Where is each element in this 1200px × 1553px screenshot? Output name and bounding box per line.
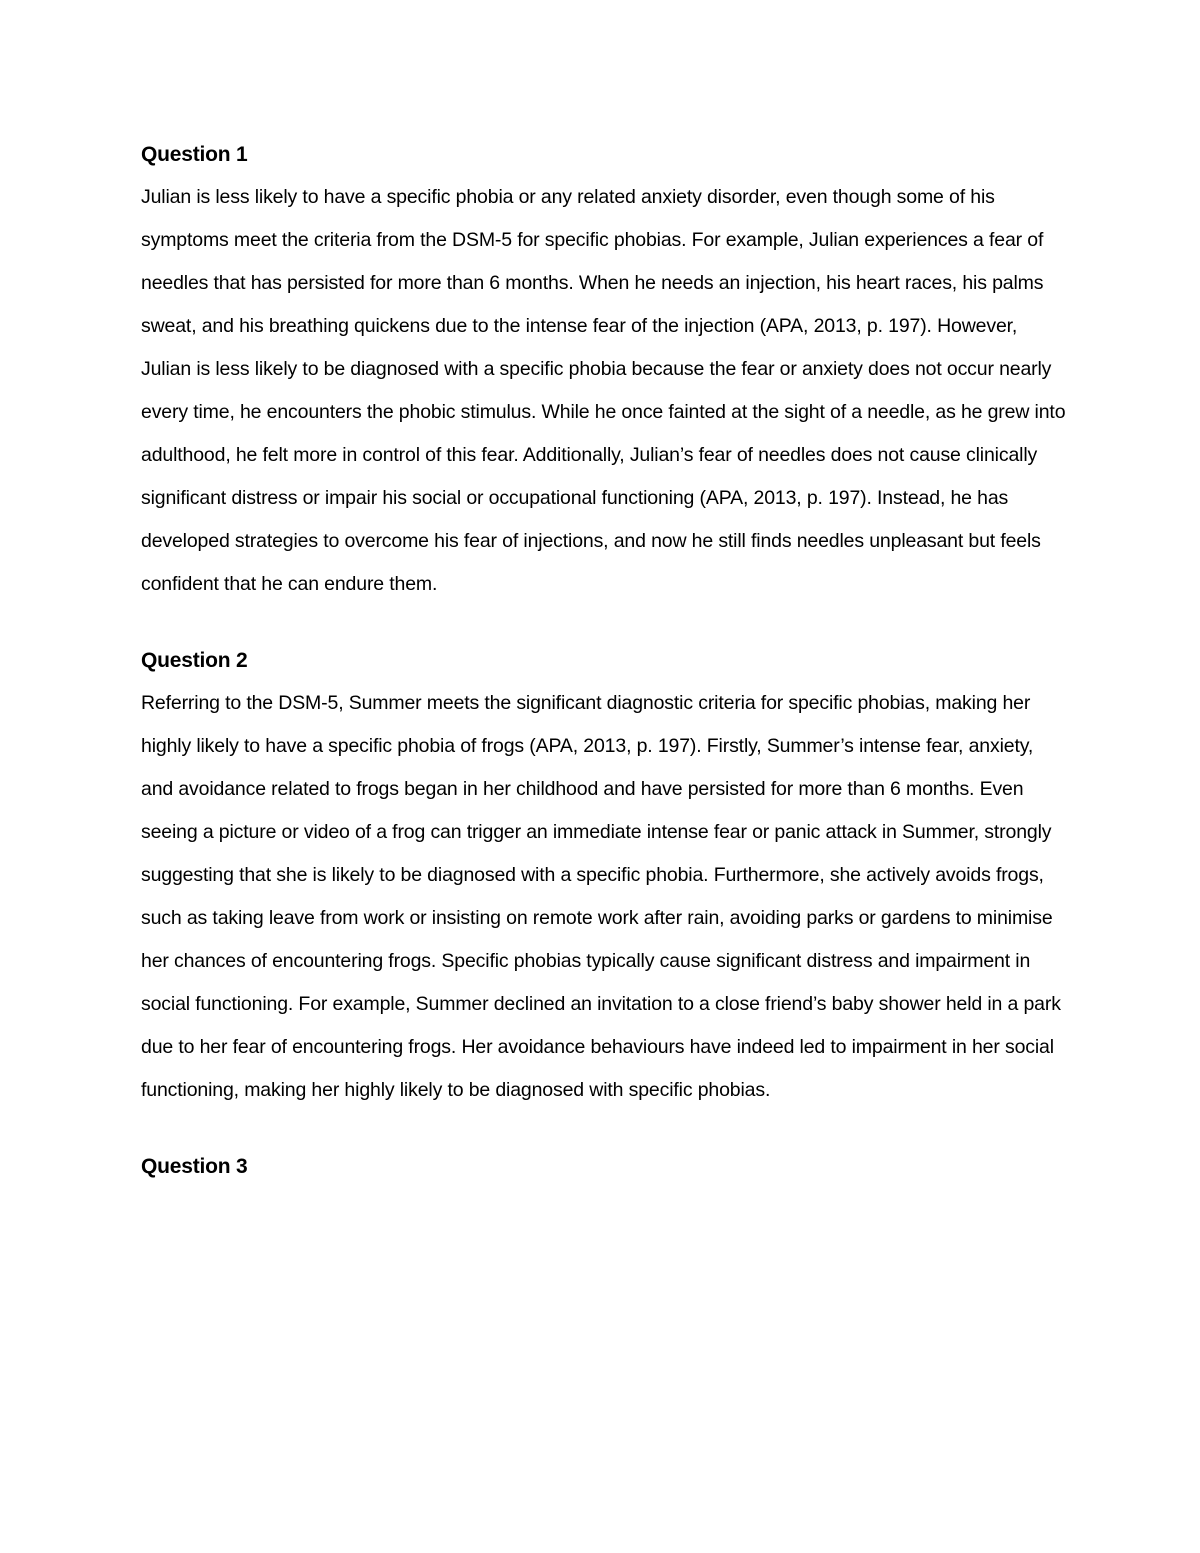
- question-2-section: [141, 646, 1066, 1112]
- question-1-heading: Question 1: [141, 143, 248, 166]
- question-1-answer: Julian is less likely to have a specific phobia or any related anxiety disorder, even though some of his symptoms meet the criteria from the DSM-5 for specific phobias. For example, Julian experiences a fear of needles that has persisted for more than 6 months. When he needs an injection, his heart races, his palms sweat, and his breathing quickens due to the intense fear of the injection (APA, 2013, p. 197). However, Julian is less likely to be diagnosed with a specific phobia because the fear or anxiety does not occur nearly every time, he encounters the phobic stimulus. While he once fainted at the sight of a needle, as he grew into adulthood, he felt more in control of this fear. Additionally, Julian’s fear of needles does not cause clinically significant distress or impair his social or occupational functioning (APA, 2013, p. 197). Instead, he has developed strategies to overcome his fear of injections, and now he still finds needles unpleasant but feels confident that he can endure them.: [141, 186, 1066, 595]
- question-3-heading: Question 3: [141, 1155, 248, 1178]
- document-content: [141, 140, 1066, 1188]
- question-2-answer: Referring to the DSM-5, Summer meets the significant diagnostic criteria for specific phobias, making her highly likely to have a specific phobia of frogs (APA, 2013, p. 197). Firstly, Summer’s intense fear, anxiety, and avoidance related to frogs began in her childhood and have persisted for more than 6 months. Even seeing a picture or video of a frog can trigger an immediate intense fear or panic attack in Summer, strongly suggesting that she is likely to be diagnosed with a specific phobia. Furthermore, she actively avoids frogs, such as taking leave from work or insisting on remote work after rain, avoiding parks or gardens to minimise her chances of encountering frogs. Specific phobias typically cause significant distress and impairment in social functioning. For example, Summer declined an invitation to a close friend’s baby shower held in a park due to her fear of encountering frogs. Her avoidance behaviours have indeed led to impairment in her social functioning, making her highly likely to be diagnosed with specific phobias.: [141, 692, 1061, 1101]
- question-3-section: [141, 1152, 1066, 1182]
- question-2-heading: Question 2: [141, 649, 248, 672]
- question-1-section: [141, 140, 1066, 606]
